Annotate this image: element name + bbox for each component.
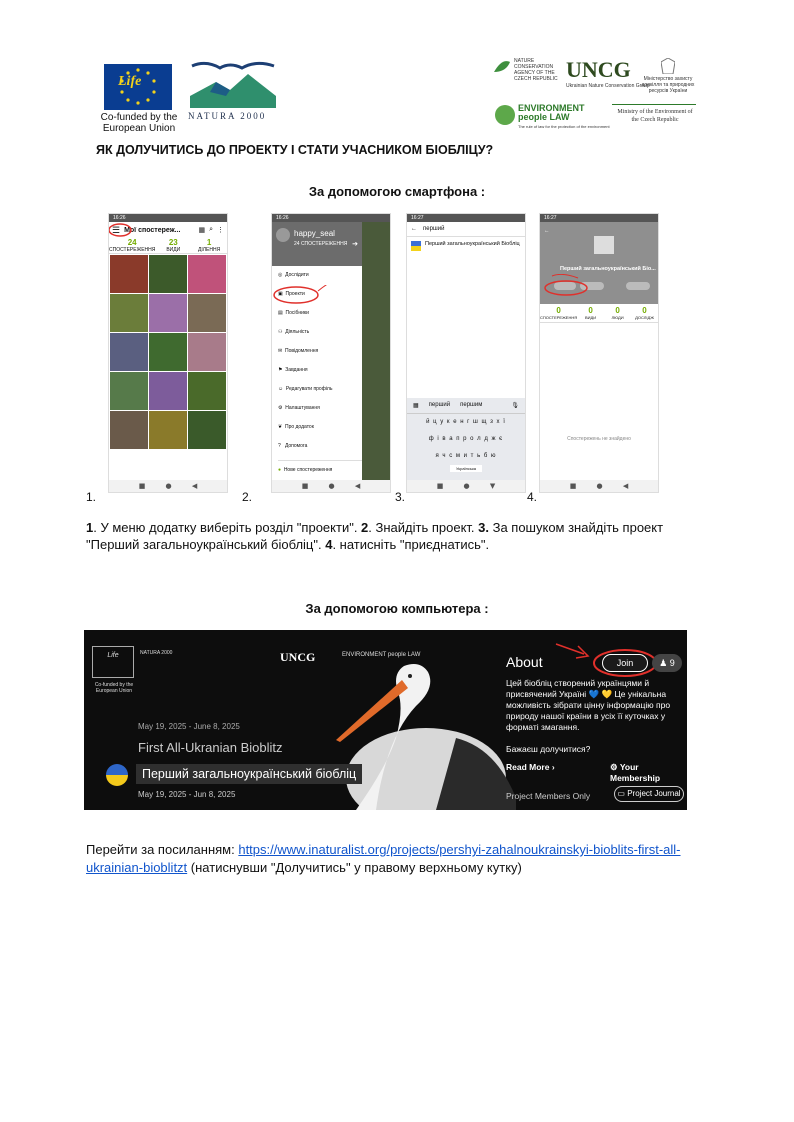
leaf-icon — [492, 58, 512, 74]
search-bar[interactable] — [407, 222, 525, 237]
members-only-label: Project Members Only — [506, 791, 591, 801]
photo-grid — [109, 254, 227, 450]
uncg-logo: UNCG — [566, 57, 631, 82]
photo-thumb[interactable] — [188, 255, 226, 293]
user-icon: ♟ — [659, 658, 668, 668]
ukraine-flag-icon — [411, 241, 421, 251]
globe-icon — [494, 104, 516, 126]
ministry-cz-rule — [612, 104, 696, 105]
banner-eu-logo: Life — [92, 646, 134, 678]
photo-thumb[interactable] — [188, 333, 226, 371]
photo-thumb[interactable] — [149, 372, 187, 410]
project-link[interactable]: https://www.inaturalist.org/projects/pershyi-zahalnoukrainskyi-bioblits-first-all-ukrainian-bioblitzt — [86, 842, 681, 875]
phone-screenshot-1 — [109, 214, 227, 492]
project-header: ← Перший загальноукраїнський Біо... — [540, 222, 658, 304]
nature-agency-logo: NATURE CONSERVATION AGENCY OF THE CZECH REPUBLIC — [492, 58, 558, 77]
banner-natura-logo: NATURA 2000 — [140, 650, 173, 656]
banner-epl-logo: ENVIRONMENT people LAW — [342, 652, 421, 658]
android-nav-bar[interactable]: ■ ● ◀ — [109, 480, 227, 492]
stork-image — [316, 658, 516, 810]
back-arrow-icon[interactable]: ← — [411, 226, 417, 232]
banner-date-top: May 19, 2025 - June 8, 2025 — [138, 722, 240, 731]
members-count-badge[interactable]: ♟ 9 — [652, 654, 682, 672]
empty-state: Спостережень не знайдено — [567, 436, 631, 442]
project-icon — [594, 236, 614, 254]
side-drawer — [272, 222, 362, 480]
menu-item-edit-profile[interactable]: ☺ Редагувати профіль — [278, 386, 333, 392]
red-circle-highlight — [272, 285, 330, 305]
more-icon[interactable]: ⋮ — [217, 227, 224, 234]
menu-item-settings[interactable]: ⚙ Налаштування — [278, 405, 320, 411]
step-number-2: 2. — [242, 490, 253, 504]
photo-thumb[interactable] — [188, 294, 226, 332]
page-title: ЯК ДОЛУЧИТИСЬ ДО ПРОЕКТУ І СТАТИ УЧАСНИКОМ БІОБЛІЦУ? — [96, 143, 494, 157]
link-paragraph: Перейти за посиланням: https://www.inaturalist.org/projects/pershyi-zahalnoukrainskyi-bioblits-first-all-ukrainian-bioblitzt (натиснувши "Долучитись" у правому верхньому кутку) — [86, 842, 681, 875]
step-number-4: 4. — [527, 490, 538, 504]
red-arrow-icon — [554, 638, 594, 662]
menu-item-help[interactable]: ? Допомога — [278, 443, 308, 449]
photo-thumb[interactable] — [188, 411, 226, 449]
epl-text: ENVIRONMENT people LAW — [518, 103, 585, 122]
smartphone-heading: За допомогою смартфона : — [308, 184, 486, 199]
details-button[interactable] — [626, 282, 650, 290]
back-arrow-icon[interactable]: ← — [544, 228, 550, 234]
photo-thumb[interactable] — [149, 255, 187, 293]
menu-item-new-observation[interactable]: ● Нове спостереження — [278, 460, 362, 480]
epl-subtitle: The rule of law for the protection of the environment — [518, 124, 610, 129]
status-bar: 16:27 — [540, 214, 658, 222]
drawer-header: happy_seal 24 СПОСТЕРЕЖЕННЯ ➔ — [272, 222, 362, 266]
read-more-link[interactable]: Read More › — [506, 762, 555, 772]
status-bar: 16:26 — [272, 214, 390, 222]
uncg-subtitle: Ukrainian Nature Conservation Group — [566, 83, 650, 89]
android-nav-bar[interactable]: ■ ● ◀ — [272, 480, 390, 492]
photo-thumb[interactable] — [110, 411, 148, 449]
menu-item-explore[interactable]: ◎ Дослідити — [278, 272, 309, 278]
join-button[interactable]: Join — [602, 654, 648, 672]
ukraine-flag-icon — [106, 764, 128, 786]
photo-thumb[interactable] — [149, 333, 187, 371]
photo-thumb[interactable] — [110, 255, 148, 293]
menu-item-tasks[interactable]: ⚑ Завдання — [278, 367, 308, 373]
menu-item-about[interactable]: ❦ Про додаток — [278, 424, 314, 430]
banner-date-bottom: May 19, 2025 - Jun 8, 2025 — [138, 790, 236, 799]
photo-thumb[interactable] — [110, 333, 148, 371]
photo-thumb[interactable] — [149, 411, 187, 449]
about-description: Цей біобліц створений українцями й присвячений Україні 💙 💛 Це унікальна можливість зібрати цінну інформацію про природу нашої країни в усіх її куточках у форматі змагання. — [506, 678, 671, 732]
menu-item-guides[interactable]: ▤ Посібники — [278, 310, 309, 316]
space-bar[interactable]: Українська — [450, 465, 482, 472]
photo-thumb[interactable] — [188, 372, 226, 410]
project-stats: 0 СПОСТЕРЕЖЕННЯ 0 ВИДИ 0 ЛЮДИ 0 ДОСЛІДЖ — [540, 304, 658, 323]
menu-item-activity[interactable]: ⚇ Діяльність — [278, 329, 310, 335]
search-result[interactable]: Перший загальноукраїнський Біобліц — [407, 237, 525, 255]
arrow-right-icon[interactable]: ➔ — [352, 241, 358, 248]
phone-screenshot-3 — [407, 214, 525, 492]
mic-icon[interactable]: 🎙 — [511, 403, 519, 409]
steps-paragraph: 1. У меню додатку виберіть розділ "проекти". 2. Знайдіть проект. 3. За пошуком знайдіть проект "Перший загальноукраїнський біобліц". 4. натисніть "приєднатись". — [86, 520, 664, 552]
your-membership-link[interactable]: ⚙ Your Membership — [610, 762, 661, 783]
ministry-cz-logo: Ministry of the Environment of the Czech Republic — [617, 109, 693, 123]
screen-title: Мої спостереж... — [124, 226, 181, 234]
stats-row: 24 СПОСТЕРЕЖЕННЯ 23 ВИДИ 1 ДІЛЕННЯ — [109, 238, 227, 254]
natura-text: NATURA 2000 — [188, 111, 267, 121]
banner-uncg-logo: UNCG — [280, 650, 316, 664]
menu-item-projects[interactable]: ▣ Проекти — [278, 285, 362, 304]
journal-icon: ▭ — [617, 789, 625, 798]
eu-life-logo — [104, 64, 172, 110]
grid-icon[interactable]: ▦ — [198, 227, 206, 234]
eu-caption: Co-funded by the European Union — [100, 112, 178, 134]
apps-icon[interactable]: ▦ — [413, 403, 419, 409]
android-nav-bar[interactable]: ■ ● ◀ — [540, 480, 658, 492]
epl-logo — [494, 104, 516, 131]
status-bar: 16:27 — [407, 214, 525, 222]
banner-title-en: First All-Ukranian Bioblitz — [138, 740, 283, 755]
about-heading: About — [506, 654, 543, 670]
emblem-icon — [661, 58, 675, 74]
inaturalist-project-banner: Life Co-funded by the European Union NATURA 2000 UNCG ENVIRONMENT people LAW May 19, 2025 - June 8, 2025 First All-Ukranian Bioblitz Перший загальноукраїнський біобліц May 19, 2025 - Jun 8, 2025 About Join ♟ 9 Цей біобліц створений українцями й присвячений Україні 💙 💛 Це унікальна можливість зібрати цінну інформацію про природу нашої країни в усіх її куточках у форматі змагання. Бажаєш долучитися? Read More › ⚙ Your Membership Project Members Only ▭ Project Journal — [84, 630, 687, 810]
avatar[interactable] — [276, 228, 290, 242]
search-input[interactable]: перший — [423, 226, 445, 232]
menu-item-messages[interactable]: ✉ Повідомлення — [278, 348, 319, 354]
phone-screenshot-2 — [272, 214, 390, 492]
hamburger-menu-icon[interactable]: ☰ — [112, 224, 121, 235]
background-photos — [362, 222, 390, 480]
photo-thumb[interactable] — [110, 294, 148, 332]
computer-heading: За допомогою компьютера : — [305, 601, 489, 616]
join-question: Бажаєш долучитися? — [506, 744, 591, 754]
red-circle-highlight — [109, 222, 133, 238]
ministry-ua-logo: Міністерство захисту довкілля та природних ресурсів України — [638, 58, 698, 94]
keyboard[interactable]: ▦ перший першим 🎙 й ц у к е н г ш щ з х ї ф і в а п р о л д ж є я ч с м и т ь б ю Українська — [407, 398, 525, 480]
status-bar: 16:26 — [109, 214, 227, 222]
project-journal-button[interactable]: ▭ Project Journal — [614, 786, 684, 802]
gear-icon: ⚙ — [610, 762, 618, 772]
phone-screenshot-4 — [540, 214, 658, 492]
drawer-menu — [272, 266, 362, 480]
android-nav-bar[interactable]: ■ ● ▼ — [407, 480, 525, 492]
search-icon[interactable]: ⌕ — [209, 226, 213, 233]
life-mark: Life — [118, 74, 142, 89]
red-circle-highlight — [592, 646, 658, 678]
photo-thumb[interactable] — [149, 294, 187, 332]
banner-title-ua: Перший загальноукраїнський біобліц — [136, 764, 362, 784]
step-number-3: 3. — [395, 490, 406, 504]
step-number-1: 1. — [86, 490, 97, 504]
red-circle-highlight — [542, 274, 596, 298]
photo-thumb[interactable] — [110, 372, 148, 410]
